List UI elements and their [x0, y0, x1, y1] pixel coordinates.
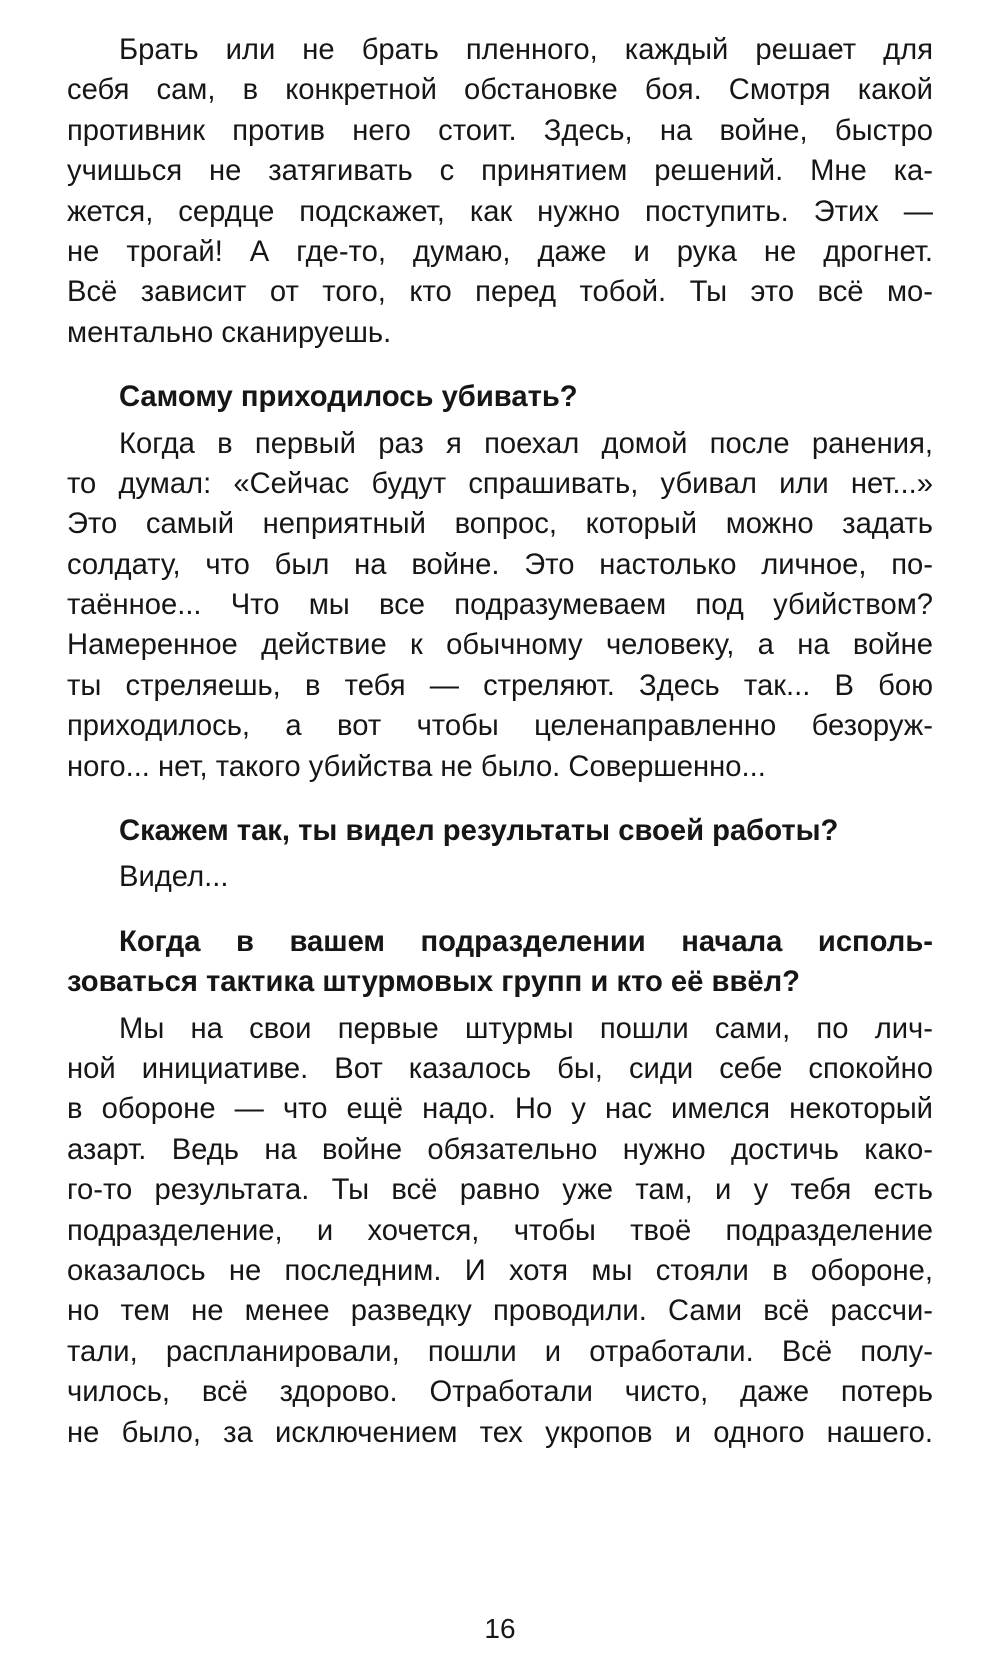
question-line: Скажем так, ты видел результаты своей работы? [119, 815, 839, 848]
text-line: не было, за исключением тех укропов и одного нашего. [67, 1416, 933, 1449]
text-line: подразделение, и хочется, чтобы твоё подразделение [67, 1214, 933, 1247]
text-line: учишься не затягивать с принятием решений. Мне ка- [67, 155, 933, 188]
text-line: себя сам, в конкретной обстановке боя. Смотря какой [67, 74, 933, 107]
text-line: не трогай! А где-то, думаю, даже и рука не дрогнет. [67, 235, 933, 268]
text-line: Брать или не брать пленного, каждый решает для [119, 34, 933, 66]
text-line: Всё зависит от того, кто перед тобой. Ты это всё мо- [67, 276, 933, 309]
text-line: азарт. Ведь на войне обязательно нужно достичь како- [67, 1133, 933, 1166]
page-number: 16 [484, 1613, 516, 1644]
paragraph [67, 30, 933, 353]
text-line: чилось, всё здорово. Отработали чисто, даже потерь [67, 1376, 933, 1409]
text-line: в обороне — что ещё надо. Но у нас имелся некоторый [67, 1093, 933, 1126]
text-line: то думал: «Сейчас будут спрашивать, убивал или нет...» [67, 467, 933, 500]
text-line: противник против него стоит. Здесь, на войне, быстро [67, 114, 933, 147]
text-line: Это самый неприятный вопрос, который можно задать [67, 508, 933, 541]
text-line: приходилось, а вот чтобы целенаправленно безоруж- [67, 710, 933, 743]
text-line: ного... нет, такого убийства не было. Совершенно... [67, 750, 766, 783]
paragraph [67, 1009, 933, 1453]
text-line: таённое... Что мы все подразумеваем под убийством? [67, 589, 933, 622]
paragraph [67, 424, 933, 788]
text-line: оказалось не последним. И хотя мы стояли в обороне, [67, 1254, 933, 1287]
text-line: жется, сердце подскажет, как нужно поступить. Этих — [67, 195, 933, 228]
text-line: ты стреляешь, в тебя — стреляют. Здесь так... В бою [67, 669, 933, 702]
question-line: зоваться тактика штурмовых групп и кто её ввёл? [67, 966, 800, 999]
text-line: но тем не менее разведку проводили. Сами всё рассчи- [67, 1295, 933, 1328]
text-line: Намеренное действие к обычному человеку, а на войне [67, 629, 933, 662]
question-line: Когда в вашем подразделении начала исполь- [119, 925, 933, 958]
text-line: Видел... [119, 861, 229, 894]
text-line: ментально сканируешь. [67, 316, 392, 349]
interview-question [67, 377, 933, 417]
interview-question [67, 922, 933, 1003]
interview-question [67, 811, 933, 851]
text-line: Мы на свои первые штурмы пошли сами, по лич- [119, 1012, 933, 1045]
text-line: ной инициативе. Вот казалось бы, сиди себе спокойно [67, 1052, 933, 1085]
text-line: Когда в первый раз я поехал домой после ранения, [119, 427, 933, 460]
page-body [67, 30, 933, 1453]
text-line: го-то результата. Ты всё равно уже там, и у тебя есть [67, 1174, 933, 1207]
question-line: Самому приходилось убивать? [119, 381, 578, 414]
text-line: тали, распланировали, пошли и отработали. Всё полу- [67, 1335, 933, 1368]
paragraph [67, 857, 933, 897]
text-line: солдату, что был на войне. Это настолько личное, по- [67, 548, 933, 581]
